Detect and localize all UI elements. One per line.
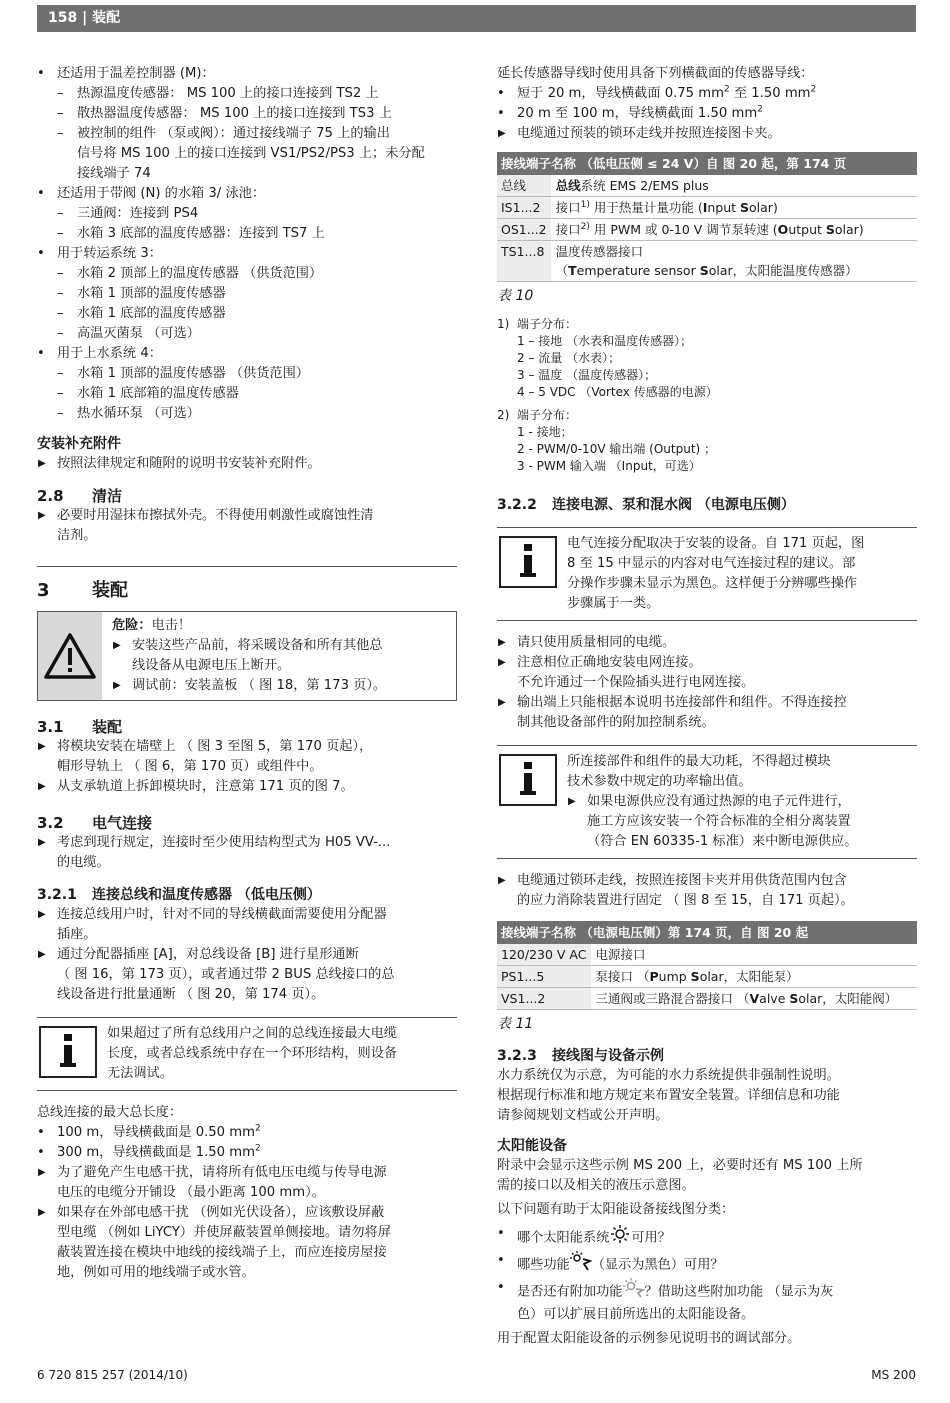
action-item: ▶ 如果存在外部电感干扰 （例如光伏设备），应该敷设屏蔽	[38, 1205, 385, 1220]
table-row: 总线 总线系统 EMS 2/EMS plus	[497, 175, 917, 197]
action-item-cont: 制其他设备部件的附加控制系统。	[517, 715, 715, 730]
table-row: VS1...2 三通阀或三路混合器接口 （Valve Solar，太阳能阀）	[497, 988, 917, 1010]
action-item: ▶ 电缆通过预装的锁环走线并按照连接图卡夹。	[498, 126, 781, 141]
list-item: – 三通阀：连接到 PS4	[57, 206, 199, 221]
info-text: 无法调试。	[107, 1066, 173, 1081]
action-item-cont: 洁剂。	[57, 528, 97, 543]
list-item: • 哪些功能 （显示为黑色）可用？	[497, 1251, 917, 1278]
footer-product: MS 200	[871, 1368, 916, 1382]
action-item: ▶ 注意相位正确地安装电网连接。	[498, 655, 702, 670]
list-item: – 水箱 1 顶部的温度传感器 （供货范围）	[57, 366, 309, 381]
list-item: – 散热器温度传感器： MS 100 上的接口连接到 TS3 上	[57, 106, 392, 121]
danger-text	[102, 612, 396, 700]
list-item: – 高温灭菌泵 （可选）	[57, 326, 200, 341]
action-item: ▶ 按照法律规定和随附的说明书安装补充附件。	[38, 456, 321, 471]
info-icon	[499, 536, 557, 588]
table-row: OS1...2 接口$^{2)}$ 用 PWM 或 0-10 V 调节泵转速 (Output Solar)	[497, 219, 917, 241]
action-item-cont: 电压的电缆分开铺设 （最小距离 100 mm）。	[57, 1185, 325, 1200]
table-row: TS1...8 温度传感器接口 （Temperature sensor Solar，太阳能温度传感器）	[497, 241, 917, 282]
list-item: – 水箱 3 底部的温度传感器：连接到 TS7 上	[57, 226, 325, 241]
section-3-heading: 3 装配	[37, 580, 128, 601]
table-caption: 表 10	[497, 288, 534, 304]
danger-box	[37, 611, 457, 701]
action-item-cont: 蔽装置连接在模块中地线的接线端子上，而应连接房屋接	[57, 1245, 387, 1260]
action-item-cont: 线设备进行批量通断 （ 图 20，第 174 页）。	[57, 987, 325, 1002]
list-item-cont: 接线端子 74	[77, 166, 151, 181]
terminal-table-10	[497, 152, 917, 282]
action-item: ▶ 考虑到现行规定，连接时至少使用结构型式为 H05 VV-...	[38, 835, 391, 850]
section-2-8-heading: 2.8 清洁	[37, 487, 123, 505]
info-text: 长度，或者总线系统中存在一个环形结构，则设备	[107, 1046, 398, 1061]
info-icon	[39, 1026, 97, 1078]
action-item: ▶ 从支承轨道上拆卸模块时，注意第 171 页的图 7。	[38, 779, 354, 794]
list-item: – 水箱 1 底部的温度传感器	[57, 306, 226, 321]
action-item-cont: 型电缆 （例如 LiYCY）并使屏蔽装置单侧接地。请勿将屏	[57, 1225, 391, 1240]
list-item-cont: 色）可以扩展目前所选出的太阳能设备。	[517, 1307, 755, 1322]
divider	[37, 566, 457, 567]
section-3-2-2-heading: 3.2.2 连接电源、泵和混水阀 （电源电压侧）	[497, 497, 795, 513]
footer-doc-number: 6 720 815 257 (2014/10)	[37, 1368, 188, 1382]
action-item: ▶ 输出端上只能根据本说明书连接部件和组件。不得连接控	[498, 695, 847, 710]
info-box: 所连接部件和组件的最大功耗，不得超过模块 技术参数中规定的功率输出值。 ▶ 如果电源供应没有通过热源的电子元件进行， 施工方应该安装一个符合标准的全相分离装置 （符合 EN 60335-1 标准）来中断电源供应。	[497, 745, 917, 859]
sun-function-icon	[570, 1251, 592, 1278]
danger-item: ▶ 调试前：安装盖板 （ 图 18，第 173 页）。	[113, 678, 387, 693]
list-item: • 20 m 至 100 m，导线横截面 1.50 $mm^2$	[497, 104, 763, 121]
header-text: 158 | 装配	[48, 10, 121, 26]
action-item: ▶ 电缆通过锁环走线，按照连接图卡夹并用供货范围内包含	[498, 873, 847, 888]
danger-title2: 电击！	[151, 618, 192, 633]
table-row: PS1...5 泵接口 （Pump Solar，太阳能泵）	[497, 966, 917, 988]
install-title: 安装补充附件	[37, 436, 121, 452]
warning-triangle-icon	[38, 612, 102, 700]
table-caption: 表 11	[497, 1016, 534, 1032]
action-item: ▶ 为了避免产生电感干扰，请将所有低电压电缆与传导电源	[38, 1165, 387, 1180]
info-icon	[499, 754, 557, 806]
section-3-2-3-heading: 3.2.3 接线图与设备示例	[497, 1048, 664, 1064]
info-text: 如果超过了所有总线用户之间的总线连接最大电缆	[107, 1026, 398, 1041]
list-item: – 热水循环泵 （可选）	[57, 406, 200, 421]
list-item: – 热源温度传感器： MS 100 上的接口连接到 TS2 上	[57, 86, 379, 101]
list-item: • 哪个太阳能系统 可用？	[497, 1224, 917, 1251]
right-column: 延长传感器导线时使用具备下列横截面的传感器导线： • 短于 20 m，导线横截面 0.75 $mm^2$ 至 1.50 $mm^2$ • 20 m 至 100 m，导线横截面 1.50 $mm^2$ ▶ 电缆通过预装的锁环走线并按照连接图卡夹。 接线端子名称 （低电压侧 ≤ 24 V）自 图 20 起，第 174 页 总线 总线系统 EMS 2/EMS plus IS1...2 接口$^{1)}$ 用于热量计量功能 (Input Solar) OS1...2 接口$^{2)}$ 用 PWM 或 0-10 V 调节泵转速 (Output Solar) TS1...8 温度传感器接口 （Temperature sensor Solar，太阳能温度传感器） 表 10 1) 端子分布： 1 – 接地 （水表和温度传感器）； 2 – 流量 （水表）； 3 – 温度 （温度传感器）； 4 – 5 VDC （Vortex 传感器的电源） 2) 端子分布： 1 - 接地； 2 - PWM/0-10V 输出端 (Output) ； 3 - PWM 输入端 （Input，可选） 3.2.2 连接电源、泵和混水阀 （电源电压侧） 电气连接分配取决于安装的设备。自 171 页起，图 8 至 15 中显示的内容对电气连接过程的建议。部 分操作步骤未显示为黑色。这样便于分辨哪些操作 步骤属于一类。 ▶ 请只使用质量相同的电缆。 ▶ 注意相位正确地安装电网连接。 不允许通过一个保险插头进行电网连接。 ▶ 输出端上只能根据本说明书连接部件和组件。不得连接控 制其他设备部件的附加控制系统。 所连接部件和组件的最大功耗，不得超过模块 技术参数中规定的功率输出值。 ▶ 如果电源供应没有通过热源的电子元件进行， 施工方应该安装一个符合标准的全相分离装置 （符合 EN 60335-1 标准）来中断电源供应。 ▶ 电缆通过锁环走线，按照连接图卡夹并用供货范围内包含 的应力消除装置进行固定 （ 图 8 至 15，自 171 页起）。 接线端子名称 （电源电压侧）第 174 页，自 图 20 起 120/230 V AC 电源接口 PS1...5 泵接口 （Pump Solar，太阳能泵） VS1...2 三通阀或三路混合器接口 （Valve Solar，太阳能阀） 表 11 3.2.3 接线图与设备示例 水力系统仅为示意，为可能的水力系统提供非强制性说明。 根据现行标准和地方规定来布置安全装置。详细信息和功能 请参阅规划文档或公开声明。 太阳能设备 附录中会显示这些示例 MS 200 上，必要时还有 MS 100 上所 需的接口以及相关的液压示意图。 以下问题有助于太阳能设备接线图分类： • 哪个太阳能系统 可用？ • 哪些功能 （显示为黑色）可用？ • 是否还有附加功能 ？借助这些附加功能 （显示为灰 色）可以扩展目前所选出的太阳能设备。 用于配置太阳能设备的示例参见说明书的调试部分。	[497, 64, 917, 1349]
list-item: – 被控制的组件 （泵或阀）：通过接线端子 75 上的输出	[57, 126, 390, 141]
action-item: ▶ 请只使用质量相同的电缆。	[498, 635, 676, 650]
page-header	[37, 5, 916, 32]
danger-item-cont: 线设备从电源电压上断开。	[132, 658, 291, 673]
left-column	[37, 64, 457, 1283]
action-item-cont: 插座。	[57, 927, 97, 942]
section-3-2-heading: 3.2 电气连接	[37, 814, 153, 832]
table-header: 接线端子名称 （低电压侧 ≤ 24 V）自 图 20 起，第 174 页	[497, 152, 917, 175]
action-item-cont: 的电缆。	[57, 855, 110, 870]
table-header: 接线端子名称 （电源电压侧）第 174 页，自 图 20 起	[497, 921, 917, 944]
action-item-cont: 的应力消除装置进行固定 （ 图 8 至 15，自 171 页起）。	[517, 893, 854, 908]
sun-icon	[609, 1224, 631, 1251]
list-item: • 300 m，导线横截面是 1.50 $mm^2$	[37, 1143, 261, 1160]
info-box	[37, 1017, 457, 1091]
action-item-cont: 帽形导轨上 （ 图 6，第 170 页）或组件中。	[57, 759, 323, 774]
section-3-2-1-heading: 3.2.1 连接总线和温度传感器 （低电压侧）	[37, 887, 321, 903]
footnote-1: 1) 端子分布： 1 – 接地 （水表和温度传感器）； 2 – 流量 （水表）； 3 – 温度 （温度传感器）； 4 – 5 VDC （Vortex 传感器的电源） 2) 端子分布： 1 - 接地； 2 - PWM/0-10V 输出端 (Output) ； 3 - PWM 输入端 （Input，可选）	[497, 317, 718, 473]
list-item: • 用于转运系统 3：	[37, 246, 162, 261]
section-3-1-heading: 3.1 装配	[37, 718, 123, 736]
action-item: ▶ 必要时用湿抹布擦拭外壳。不得使用刺激性或腐蚀性清	[38, 508, 374, 523]
bus-length-title: 总线连接的最大总长度：	[37, 1105, 183, 1120]
table-row: 120/230 V AC 电源接口	[497, 944, 917, 966]
list-item: – 水箱 2 顶部上的温度传感器 （供货范围）	[57, 266, 323, 281]
list-item-cont: 信号将 MS 100 上的接口连接到 VS1/PS2/PS3 上；未分配	[77, 146, 425, 161]
danger-title: 危险：	[112, 618, 152, 633]
list-item: • 还适用于温差控制器 (M)：	[37, 66, 215, 81]
list-item: • 是否还有附加功能 ？借助这些附加功能 （显示为灰	[497, 1278, 917, 1305]
list-item: • 用于上水系统 4：	[37, 346, 162, 361]
action-item-cont: 不允许通过一个保险插头进行电网连接。	[517, 675, 755, 690]
action-item: ▶ 通过分配器插座 [A]，对总线设备 [B] 进行星形通断	[38, 947, 359, 962]
terminal-table-11	[497, 921, 917, 1010]
sun-plus-icon	[623, 1278, 645, 1305]
extension-title: 延长传感器导线时使用具备下列横截面的传感器导线：	[497, 66, 814, 81]
action-item-cont: 地，例如可用的地线端子或水管。	[57, 1265, 255, 1280]
list-item: • 100 m，导线横截面是 0.50 $mm^2$	[37, 1123, 261, 1140]
list-item: • 短于 20 m，导线横截面 0.75 $mm^2$ 至 1.50 $mm^2$	[497, 84, 817, 101]
solar-title: 太阳能设备	[497, 1138, 567, 1154]
list-item: – 水箱 1 顶部的温度传感器	[57, 286, 226, 301]
action-item: ▶ 连接总线用户时，针对不同的导线横截面需要使用分配器	[38, 907, 387, 922]
table-row: IS1...2 接口$^{1)}$ 用于热量计量功能 (Input Solar)	[497, 197, 917, 219]
danger-item: ▶ 安装这些产品前，将采暖设备和所有其他总	[113, 638, 383, 653]
action-item-cont: （ 图 16，第 173 页），或者通过带 2 BUS 总线接口的总	[57, 967, 395, 982]
action-item: ▶ 将模块安装在墙壁上 （ 图 3 至图 5，第 170 页起），	[38, 739, 373, 754]
info-box: 电气连接分配取决于安装的设备。自 171 页起，图 8 至 15 中显示的内容对电气连接过程的建议。部 分操作步骤未显示为黑色。这样便于分辨哪些操作 步骤属于一类。	[497, 527, 917, 621]
list-item: – 水箱 1 底部箱的温度传感器	[57, 386, 239, 401]
list-item: • 还适用于带阀 (N) 的水箱 3/ 泳池：	[37, 186, 266, 201]
